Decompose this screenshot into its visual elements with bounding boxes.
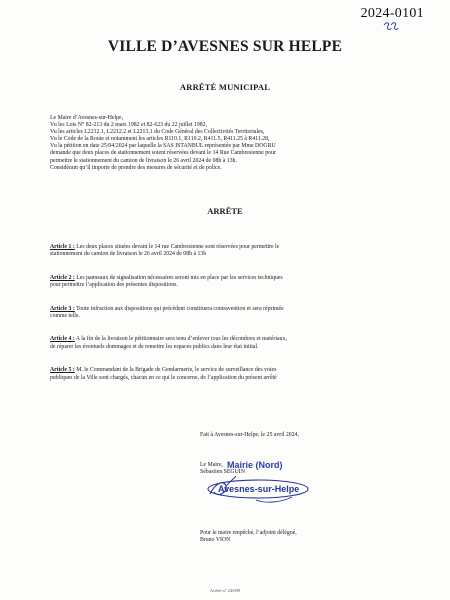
preamble-line: permettre le stationnement du camion de livraison le 26 avril 2024 de 08h à 13h. xyxy=(50,157,237,164)
article-text: stationnement du camion de livraison le 26 avril 2024 de 08h à 13h xyxy=(50,251,207,258)
document-ref-number: 2024-0101 xyxy=(360,6,424,21)
article-3 xyxy=(50,306,420,321)
preamble-line: Vu la pétition en date 25/04/2024 par laquelle la SAS ISTANBUL représentée par Mme DOGRU xyxy=(50,143,276,150)
deputy-name: Bruno VION xyxy=(200,537,231,544)
article-label: Article 5 : xyxy=(50,367,75,374)
article-text: Toute infraction aux dispositions qui précèdent constituera contravention et sera réprimée xyxy=(74,305,284,312)
preamble-line: demande que deux places de stationnement soient réservées devant le 14 Rue Cambresienne pour xyxy=(50,150,276,157)
preamble-line: Vu les Lois N° 82-213 du 2 mars 1982 et 82-623 du 22 juillet 1982, xyxy=(50,122,208,129)
article-text: Les panneaux de signalisation nécessaires seront mis en place par les services techniques xyxy=(74,274,283,281)
mairie-stamp-text: Mairie (Nord) xyxy=(227,460,283,470)
article-5 xyxy=(50,367,420,382)
article-text: publiques de la Ville sont chargés, chacun en ce qui le concerne, de l’application du présent arrêté xyxy=(50,374,277,381)
article-text: M. le Commandant de la Brigade de Gendarmerie, le service de surveillance des voies xyxy=(74,367,277,374)
mayor-name: Sébastien SEGUIN xyxy=(200,469,245,476)
article-text: Les deux places situées devant le 14 rue Cambresienne sont réservées pour permettre le xyxy=(74,244,280,250)
article-text: de réparer les éventuels dommages et de remettre les espaces publics dans leur état initial. xyxy=(50,343,259,350)
deputy-signer-block xyxy=(200,530,297,544)
deputy-delegation-line: Pour le maire empêché, l’adjoint délégué, xyxy=(200,530,297,536)
preamble-block xyxy=(50,115,420,172)
articles-block xyxy=(50,244,420,398)
article-text: A la fin de la livraison le pétitionnaire sera tenu d’enlever tous les décombres et matériaux, xyxy=(74,336,287,343)
section-heading-arrete: ARRÊTE xyxy=(207,206,243,216)
place-date-line: Fait à Avesnes-sur-Helpe, le 25 avril 2024, xyxy=(200,432,299,438)
preamble-line: Vu les articles L2212.1, L2212.2 et L2213.1 du Code Général des Collectivités Territoriales, xyxy=(50,129,265,136)
article-text: pour permettre l’application des présentes dispositions. xyxy=(50,282,178,289)
mayor-signature-image xyxy=(196,470,316,508)
article-label: Article 1 : xyxy=(50,244,75,250)
article-text: comme telle. xyxy=(50,313,80,320)
preamble-line: Vu le Code de la Route et notamment les articles R110.1, R110.2, R411.5, R411.25 à R411.28, xyxy=(50,136,270,143)
article-label: Article 4 : xyxy=(50,336,75,343)
article-label: Article 2 : xyxy=(50,274,75,281)
preamble-line: Le Maire d’Avesnes-sur-Helpe, xyxy=(50,115,124,121)
article-2 xyxy=(50,275,420,290)
article-label: Article 3 : xyxy=(50,305,75,312)
article-4 xyxy=(50,336,420,351)
handwritten-initial-mark xyxy=(382,20,400,34)
article-1 xyxy=(50,244,420,259)
city-title: VILLE D’AVESNES SUR HELPE xyxy=(107,38,343,55)
footer-ref: Arrêté n° 24/099 xyxy=(209,588,241,593)
mayor-label: Le Maire, xyxy=(200,462,223,468)
stamp-city-text: Avesnes-sur-Helpe xyxy=(218,484,300,494)
preamble-line: Considérant qu’il importe de prendre des mesures de sécurité et de police. xyxy=(50,164,222,171)
arrete-type-title: ARRÊTÉ MUNICIPAL xyxy=(179,82,271,92)
